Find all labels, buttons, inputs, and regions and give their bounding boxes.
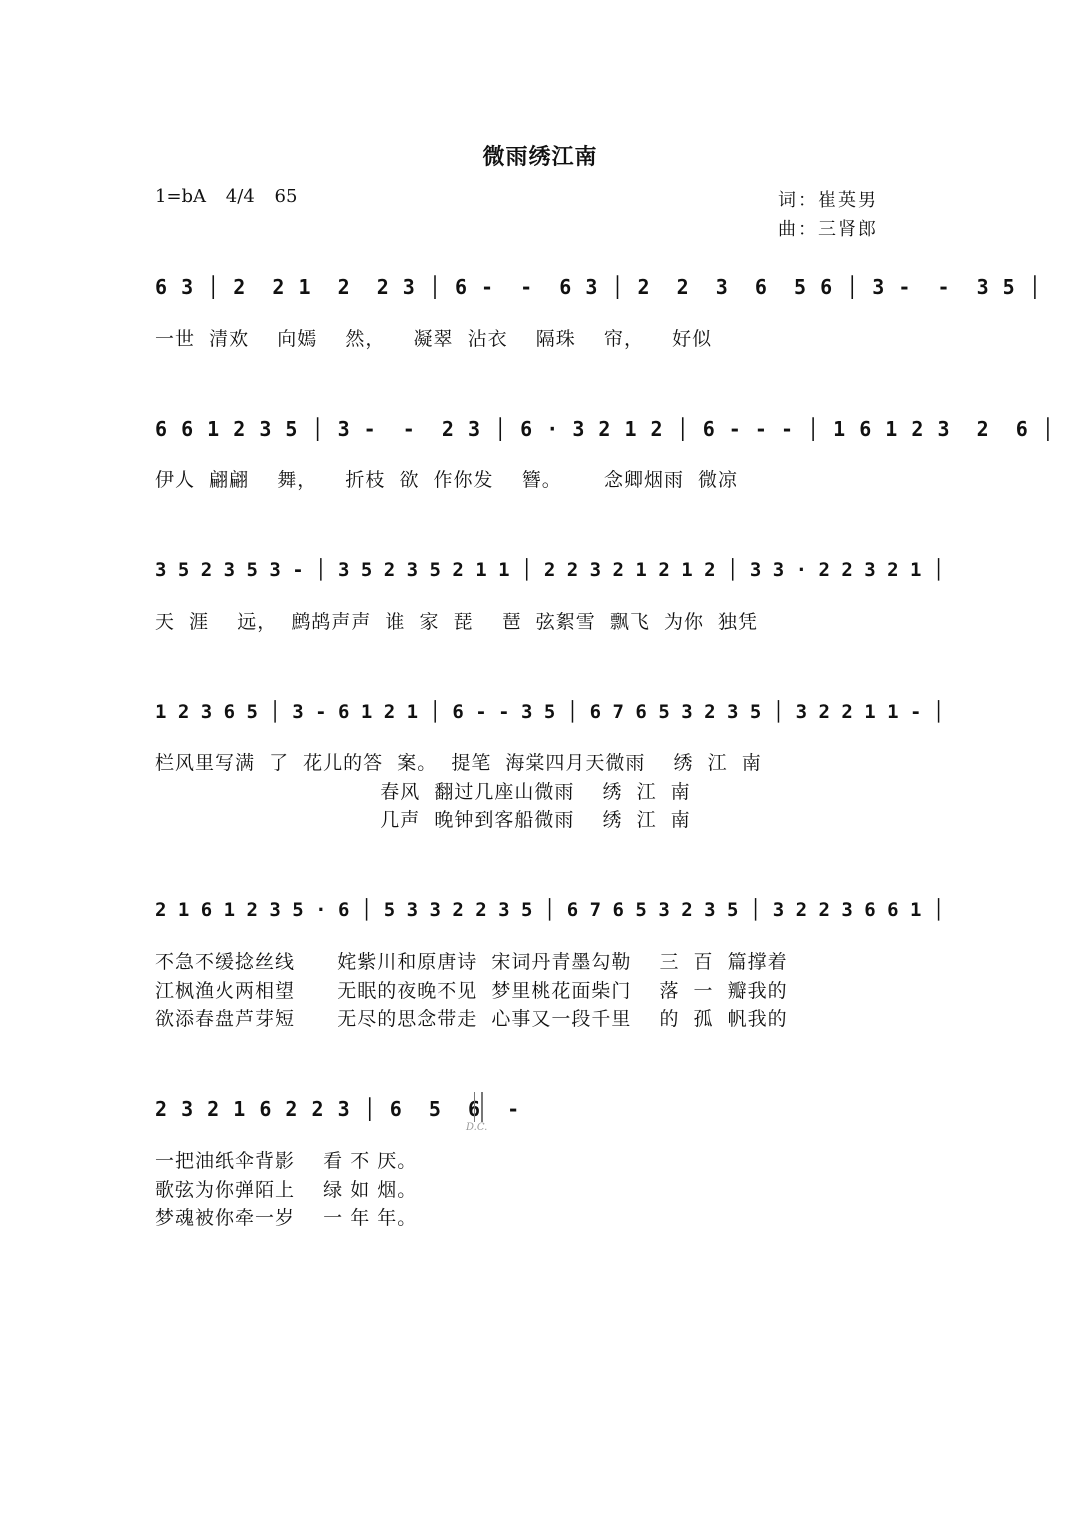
lyrics-line: 一世 清欢 向嫣 然， 凝翠 沾衣 隔珠 帘， 好似 (155, 328, 713, 350)
notation-system-1 (155, 270, 1042, 312)
song-meta (155, 186, 297, 207)
key-signature: 1=bA (155, 186, 207, 207)
notation-system-2 (155, 412, 1055, 454)
notation-line: 1 2 3 6 5 │ 3 - 6 1 2 1 │ 6 - - 3 5 │ 6 7 6 5 3 2 3 5 │ 3 2 2 1 1 - │ (155, 701, 945, 723)
dc-mark: D.C. (466, 1122, 488, 1133)
lyrics-line: 一把油纸伞背影 看 不 厌。 (155, 1150, 418, 1172)
lyricist-credit: 词：崔英男 (778, 190, 878, 211)
lyrics-line: 伊人 翩翩 舞， 折枝 欲 作你发 簪。 念卿烟雨 微凉 (155, 469, 739, 491)
lyrics-line: 梦魂被你牵一岁 一 年 年。 (155, 1207, 418, 1229)
lyrics-line: 欲添春盘芦芽短 无尽的思念带走 心事又一段千里 的 孤 帆我的 (155, 1008, 788, 1030)
final-barline (474, 1092, 483, 1122)
song-title: 微雨绣江南 (482, 145, 598, 170)
notation-line: 6 3 │ 2 2 1 2 2 3 │ 6 - - 6 3 │ 2 2 3 6 5 6 │ 3 - - 3 5 │ (155, 275, 1042, 299)
lyrics-line: 春风 翻过几座山微雨 绣 江 南 (155, 781, 691, 803)
notation-line: 2 1 6 1 2 3 5 · 6 │ 5 3 3 2 2 3 5 │ 6 7 6 5 3 2 3 5 │ 3 2 2 3 6 6 1 │ (155, 899, 945, 921)
lyrics-line: 天 涯 远， 鹧鸪声声 谁 家 琵 琶 弦絮雪 飘飞 为你 独凭 (155, 611, 759, 633)
tempo: 65 (274, 186, 298, 207)
notation-system-6 (155, 1092, 915, 1134)
lyrics-line: 江枫渔火两相望 无眠的夜晚不见 梦里桃花面柴门 落 一 瓣我的 (155, 980, 788, 1002)
lyrics-line: 几声 晚钟到客船微雨 绣 江 南 (155, 809, 691, 831)
notation-system-4 (155, 695, 945, 737)
notation-line: 6 6 1 2 3 5 │ 3 - - 2 3 │ 6 · 3 2 1 2 │ 6 - - - │ 1 6 1 2 3 2 6 │ (155, 417, 1055, 441)
lyrics-line: 歌弦为你弹陌上 绿 如 烟。 (155, 1179, 418, 1201)
composer-credit: 曲：三肾郎 (778, 219, 878, 240)
notation-system-3 (155, 553, 945, 595)
time-signature: 4/4 (225, 186, 255, 207)
lyrics-line: 栏风里写满 了 花儿的答 案。 提笔 海棠四月天微雨 绣 江 南 (155, 752, 762, 774)
notation-line: 2 3 2 1 6 2 2 3 │ 6 5 6 - (155, 1097, 521, 1121)
lyrics-line: 不急不缓捻丝线 姹紫川和原唐诗 宋词丹青墨勾勒 三 百 篇撑着 (155, 951, 788, 973)
notation-line: 3 5 2 3 5 3 - │ 3 5 2 3 5 2 1 1 │ 2 2 3 2 1 2 1 2 │ 3 3 · 2 2 3 2 1 │ (155, 559, 945, 581)
notation-system-5 (155, 893, 945, 935)
